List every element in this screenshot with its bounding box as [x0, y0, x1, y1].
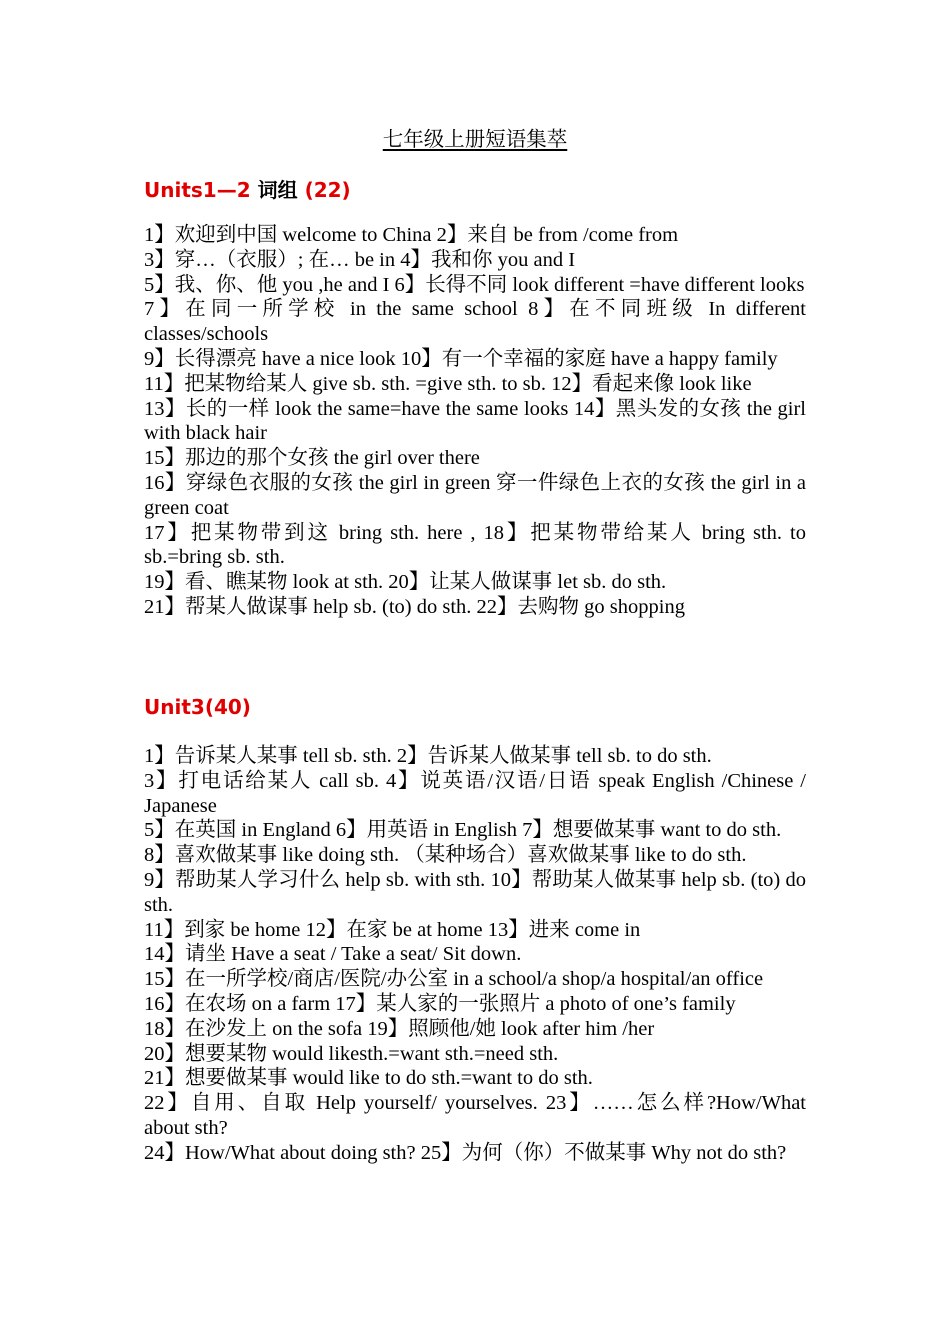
phrase-item: 15】在一所学校/商店/医院/办公室 in a school/a shop/a hospital/an office: [144, 968, 764, 991]
section-heading-unit-3: [144, 695, 251, 719]
phrase-item: 17】把某物带到这 bring sth. here , 18】把某物带给某人 bring sth. to sb.=bring sb. sth.: [144, 521, 806, 569]
section-heading-count: (40): [204, 695, 251, 719]
phrase-item: 9】长得漂亮 have a nice look 10】有一个幸福的家庭 have a happy family: [144, 347, 778, 370]
section-heading-rest: 词组: [250, 178, 305, 202]
phrase-item: 22】自用、自取 Help yourself/ yourselves. 23】……怎么样?How/What about sth?: [144, 1092, 806, 1139]
page-title: 七年级上册短语集萃: [382, 129, 568, 151]
phrase-item: 21】帮某人做谋事 help sb. (to) do sth. 22】去购物 go shopping: [144, 595, 685, 618]
phrase-item: 16】在农场 on a farm 17】某人家的一张照片 a photo of one’s family: [144, 992, 736, 1015]
phrase-list-unit-3: [144, 744, 806, 1166]
phrase-item: 14】请坐 Have a seat / Take a seat/ Sit down.: [144, 943, 522, 966]
section-heading-units-1-2: [144, 174, 351, 203]
phrase-item: 9】帮助某人学习什么 help sb. with sth. 10】帮助某人做某事 help sb. (to) do sth.: [144, 868, 806, 916]
phrase-item: 11】到家 be home 12】在家 be at home 13】进来 come in: [144, 918, 641, 941]
phrase-item: 20】想要某物 would likesth.=want sth.=need sth.: [144, 1042, 559, 1065]
phrase-item: 5】在英国 in England 6】用英语 in English 7】想要做某事 want to do sth.: [144, 819, 782, 842]
phrase-item: 13】长的一样 look the same=have the same looks 14】黑头发的女孩 the girl with black hair: [144, 397, 806, 445]
phrase-item: 24】How/What about doing sth? 25】为何（你）不做某事 Why not do sth?: [144, 1141, 787, 1164]
phrase-item: 1】告诉某人某事 tell sb. sth. 2】告诉某人做某事 tell sb. to do sth.: [144, 745, 712, 767]
phrase-item: 16】穿绿色衣服的女孩 the girl in green 穿一件绿色上衣的女孩 the girl in a green coat: [144, 471, 806, 519]
phrase-item: 5】我、你、他 you ,he and I 6】长得不同 look different =have different looks: [144, 273, 805, 296]
section-heading-main: Units1—2: [144, 178, 251, 202]
phrase-item: 19】看、瞧某物 look at sth. 20】让某人做谋事 let sb. do sth.: [144, 571, 667, 594]
phrase-item: 1】欢迎到中国 welcome to China 2】来自 be from /come from: [144, 224, 679, 246]
phrase-item: 3】穿…（衣服）; 在… be in 4】我和你 you and I: [144, 248, 576, 271]
phrase-list-units-1-2: [144, 223, 806, 620]
phrase-item: 11】把某物给某人 give sb. sth. =give sth. to sb. 12】看起来像 look like: [144, 372, 752, 395]
section-heading-count: (22): [304, 178, 351, 202]
phrase-item: 18】在沙发上 on the sofa 19】照顾他/她 look after him /her: [144, 1017, 655, 1040]
phrase-item: 15】那边的那个女孩 the girl over there: [144, 447, 480, 470]
phrase-item: 21】想要做某事 would like to do sth.=want to do sth.: [144, 1067, 593, 1090]
phrase-item: 3】打电话给某人 call sb. 4】说英语/汉语/日语 speak English /Chinese / Japanese: [144, 769, 806, 817]
section-heading-main: Unit3: [144, 695, 205, 719]
phrase-item: 7】在同一所学校 in the same school 8】在不同班级 In different classes/schools: [144, 298, 806, 346]
phrase-item: 8】喜欢做某事 like doing sth. （某种场合）喜欢做某事 like to do sth.: [144, 844, 747, 867]
